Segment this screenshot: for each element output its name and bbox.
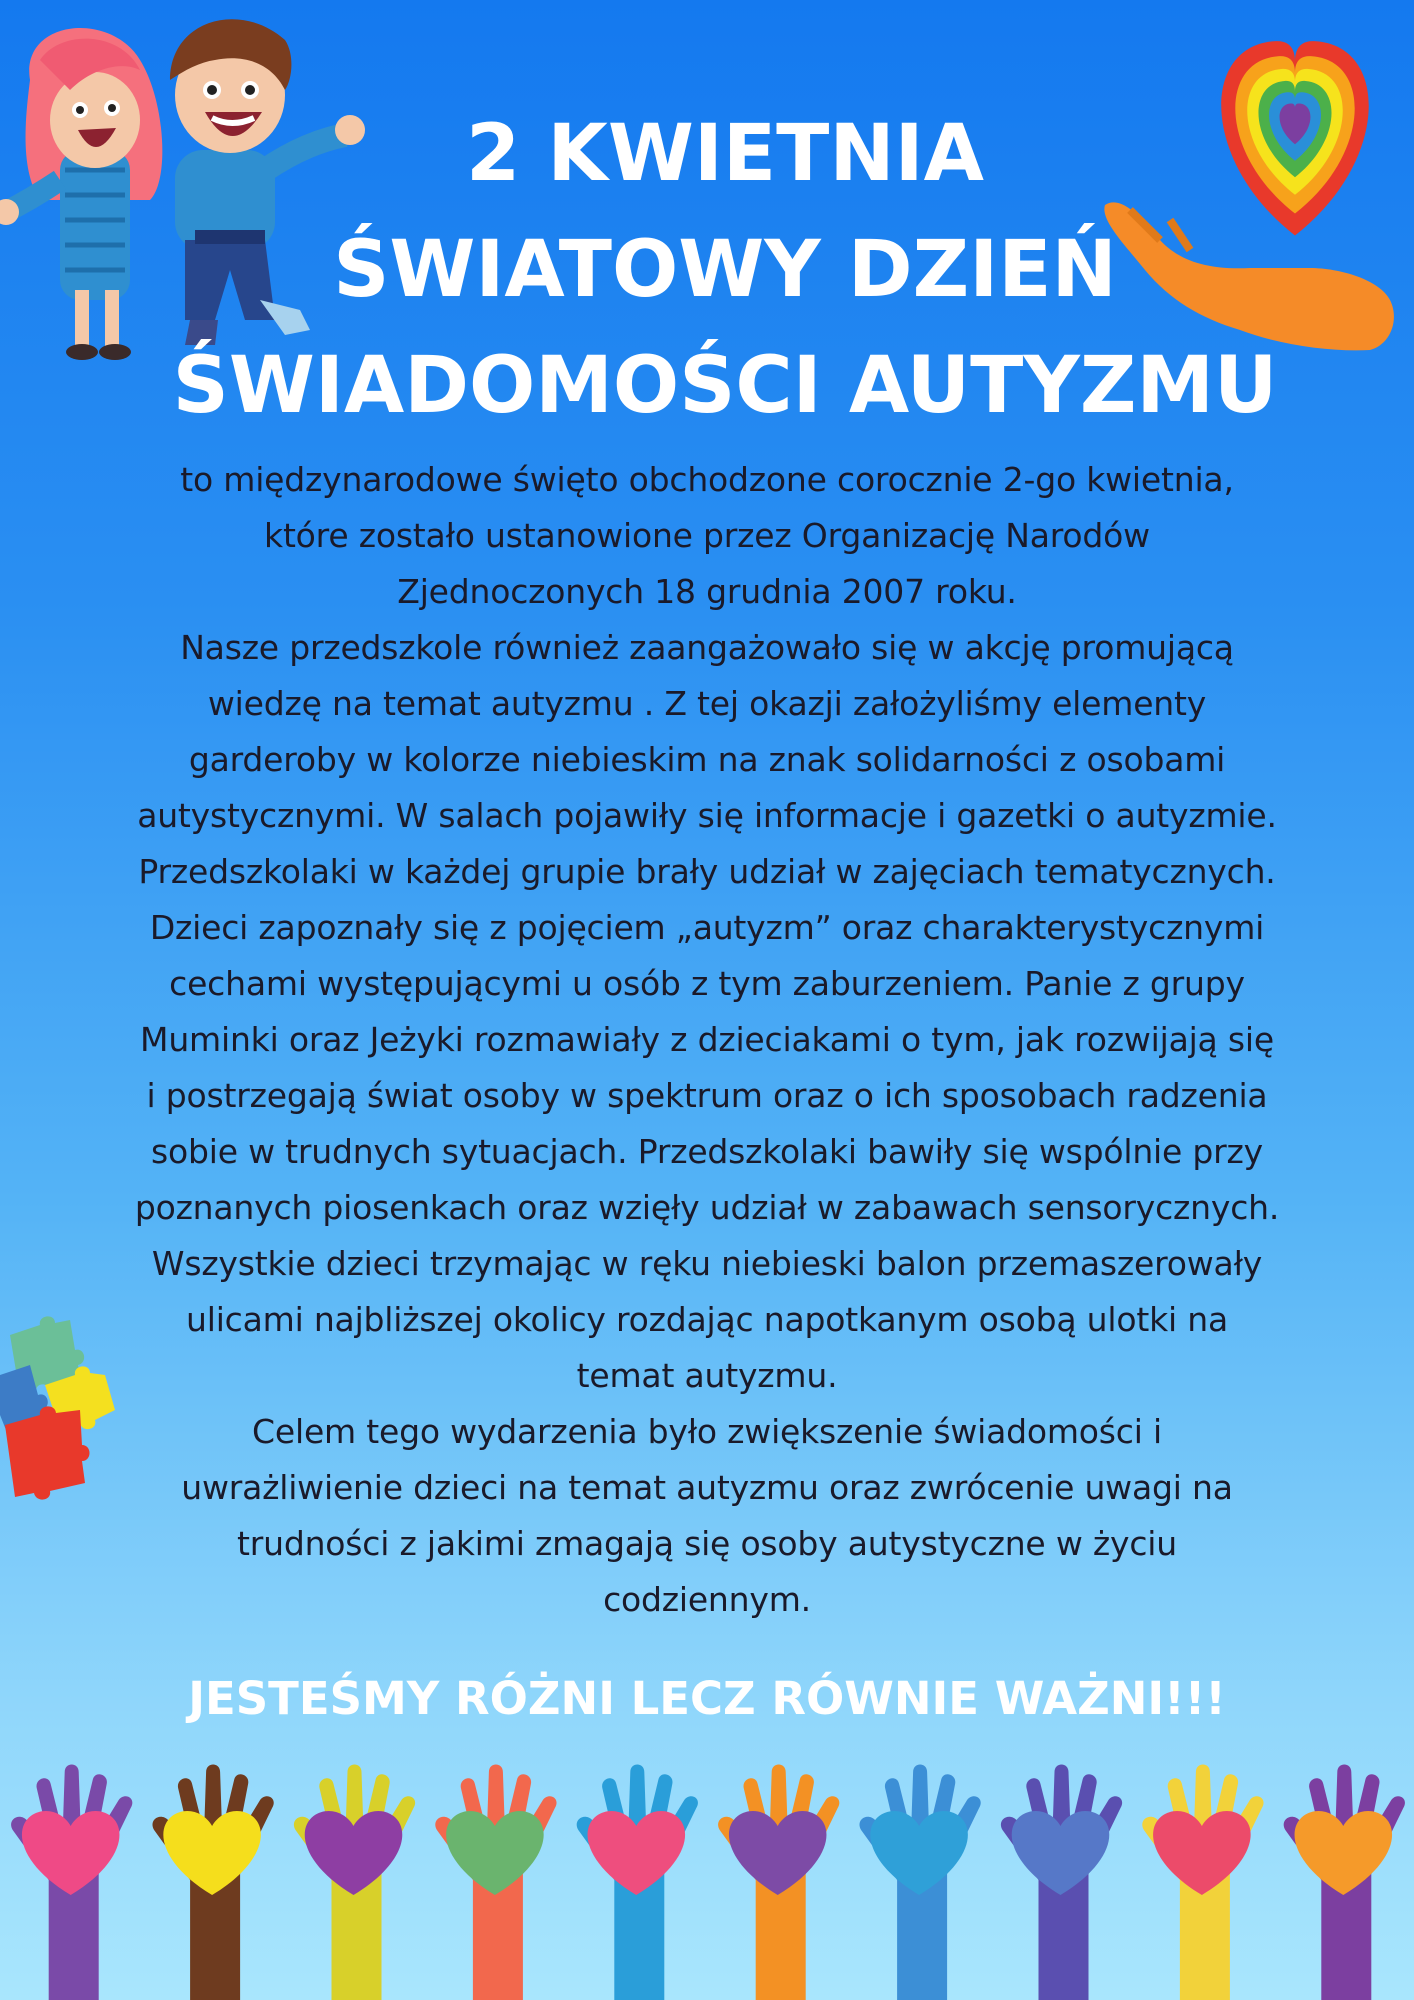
paragraph-line: autystycznymi. W salach pojawiły się informacje i gazetki o autyzmie. bbox=[137, 796, 1277, 835]
title-line-3: ŚWIADOMOŚCI AUTYZMU bbox=[172, 341, 1278, 431]
raised-hand-heart-icon bbox=[577, 1765, 698, 2000]
goal-paragraph bbox=[40, 1404, 1374, 1628]
raised-hand-heart-icon bbox=[859, 1765, 980, 2000]
paragraph-line: Muminki oraz Jeżyki rozmawiały z dzieciakami o tym, jak rozwijają się bbox=[140, 1020, 1274, 1059]
raised-hand-heart-icon bbox=[1142, 1765, 1263, 2000]
raised-hand-heart-icon bbox=[11, 1765, 132, 2000]
paragraph-line: to międzynarodowe święto obchodzone corocznie 2-go kwietnia, bbox=[180, 460, 1234, 499]
raised-hand-heart-icon bbox=[1284, 1765, 1405, 2000]
paragraph-line: Dzieci zapoznały się z pojęciem „autyzm” oraz charakterystycznymi bbox=[149, 908, 1265, 947]
intro-paragraph bbox=[40, 452, 1374, 620]
title-line-2: ŚWIATOWY DZIEŃ bbox=[333, 225, 1117, 315]
paragraph-line: Nasze przedszkole również zaangażowało się w akcję promującą bbox=[180, 628, 1234, 667]
paragraph-line: trudności z jakimi zmagają się osoby autystyczne w życiu bbox=[237, 1524, 1177, 1563]
paragraph-line: wiedzę na temat autyzmu . Z tej okazji założyliśmy elementy bbox=[207, 684, 1207, 723]
raised-hand-heart-icon bbox=[152, 1765, 273, 2000]
paragraph-line: temat autyzmu. bbox=[576, 1356, 838, 1395]
paragraph-line: uwrażliwienie dzieci na temat autyzmu oraz zwrócenie uwagi na bbox=[181, 1468, 1233, 1507]
page-title bbox=[150, 96, 1300, 444]
paragraph-line: codziennym. bbox=[603, 1580, 811, 1619]
slogan: JESTEŚMY RÓŻNI LECZ RÓWNIE WAŻNI!!! bbox=[188, 1672, 1226, 1725]
paragraph-line: poznanych piosenkach oraz wzięły udział w zabawach sensorycznych. bbox=[134, 1188, 1280, 1227]
paragraph-line: Przedszkolaki w każdej grupie brały udział w zajęciach tematycznych. bbox=[138, 852, 1276, 891]
paragraph-line: cechami występującymi u osób z tym zaburzeniem. Panie z grupy bbox=[169, 964, 1245, 1003]
paragraph-line: i postrzegają świat osoby w spektrum oraz o ich sposobach radzenia bbox=[146, 1076, 1268, 1115]
paragraph-line: garderoby w kolorze niebieskim na znak solidarności z osobami bbox=[188, 740, 1226, 779]
raised-hand-heart-icon bbox=[718, 1765, 839, 2000]
girl-figure bbox=[0, 28, 162, 360]
paragraph-line: sobie w trudnych sytuacjach. Przedszkolaki bawiły się wspólnie przy bbox=[151, 1132, 1263, 1171]
raised-hand-heart-icon bbox=[435, 1765, 556, 2000]
raised-hands-with-hearts-illustration bbox=[0, 1770, 1414, 2000]
paragraph-line: ulicami najbliższej okolicy rozdając napotkanym osobą ulotki na bbox=[186, 1300, 1228, 1339]
paragraph-line: Wszystkie dzieci trzymając w ręku niebieski balon przemaszerowały bbox=[151, 1244, 1263, 1283]
paragraph-line: które zostało ustanowione przez Organizację Narodów bbox=[264, 516, 1150, 555]
paragraph-line: Celem tego wydarzenia było zwiększenie świadomości i bbox=[252, 1412, 1162, 1451]
article-body bbox=[40, 452, 1374, 1628]
raised-hand-heart-icon bbox=[1001, 1765, 1122, 2000]
title-date: 2 KWIETNIA bbox=[465, 109, 985, 199]
raised-hand-heart-icon bbox=[294, 1765, 415, 2000]
activities-paragraph bbox=[40, 620, 1374, 1404]
paragraph-line: Zjednoczonych 18 grudnia 2007 roku. bbox=[397, 572, 1017, 611]
